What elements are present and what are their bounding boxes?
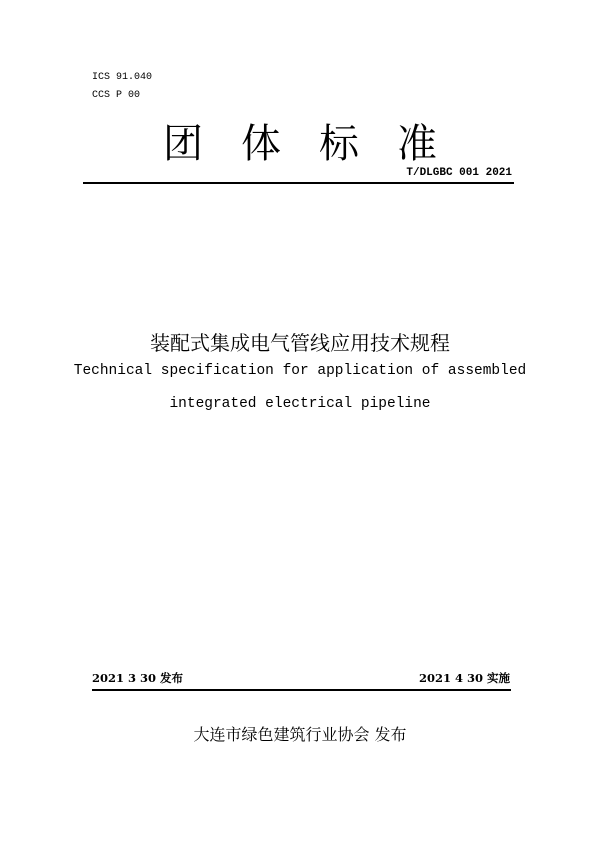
footer-divider (92, 689, 511, 691)
ccs-code: CCS P 00 (92, 90, 141, 101)
publisher: 大连市绿色建筑行业协会 发布 (193, 725, 407, 744)
document-number: T/DLGBC 001 2021 (406, 167, 512, 179)
publish-date: 2021 3 30 发布 (92, 671, 184, 685)
standard-type-title: 团体标准 (163, 121, 475, 167)
title-english-line2: integrated electrical pipeline (169, 396, 431, 412)
header-divider (83, 182, 514, 184)
title-chinese: 装配式集成电气管线应用技术规程 (150, 331, 450, 355)
ics-code: ICS 91.040 (92, 72, 153, 83)
title-english-line1: Technical specification for application of assembled (73, 363, 527, 379)
effective-date: 2021 4 30 实施 (418, 671, 510, 685)
